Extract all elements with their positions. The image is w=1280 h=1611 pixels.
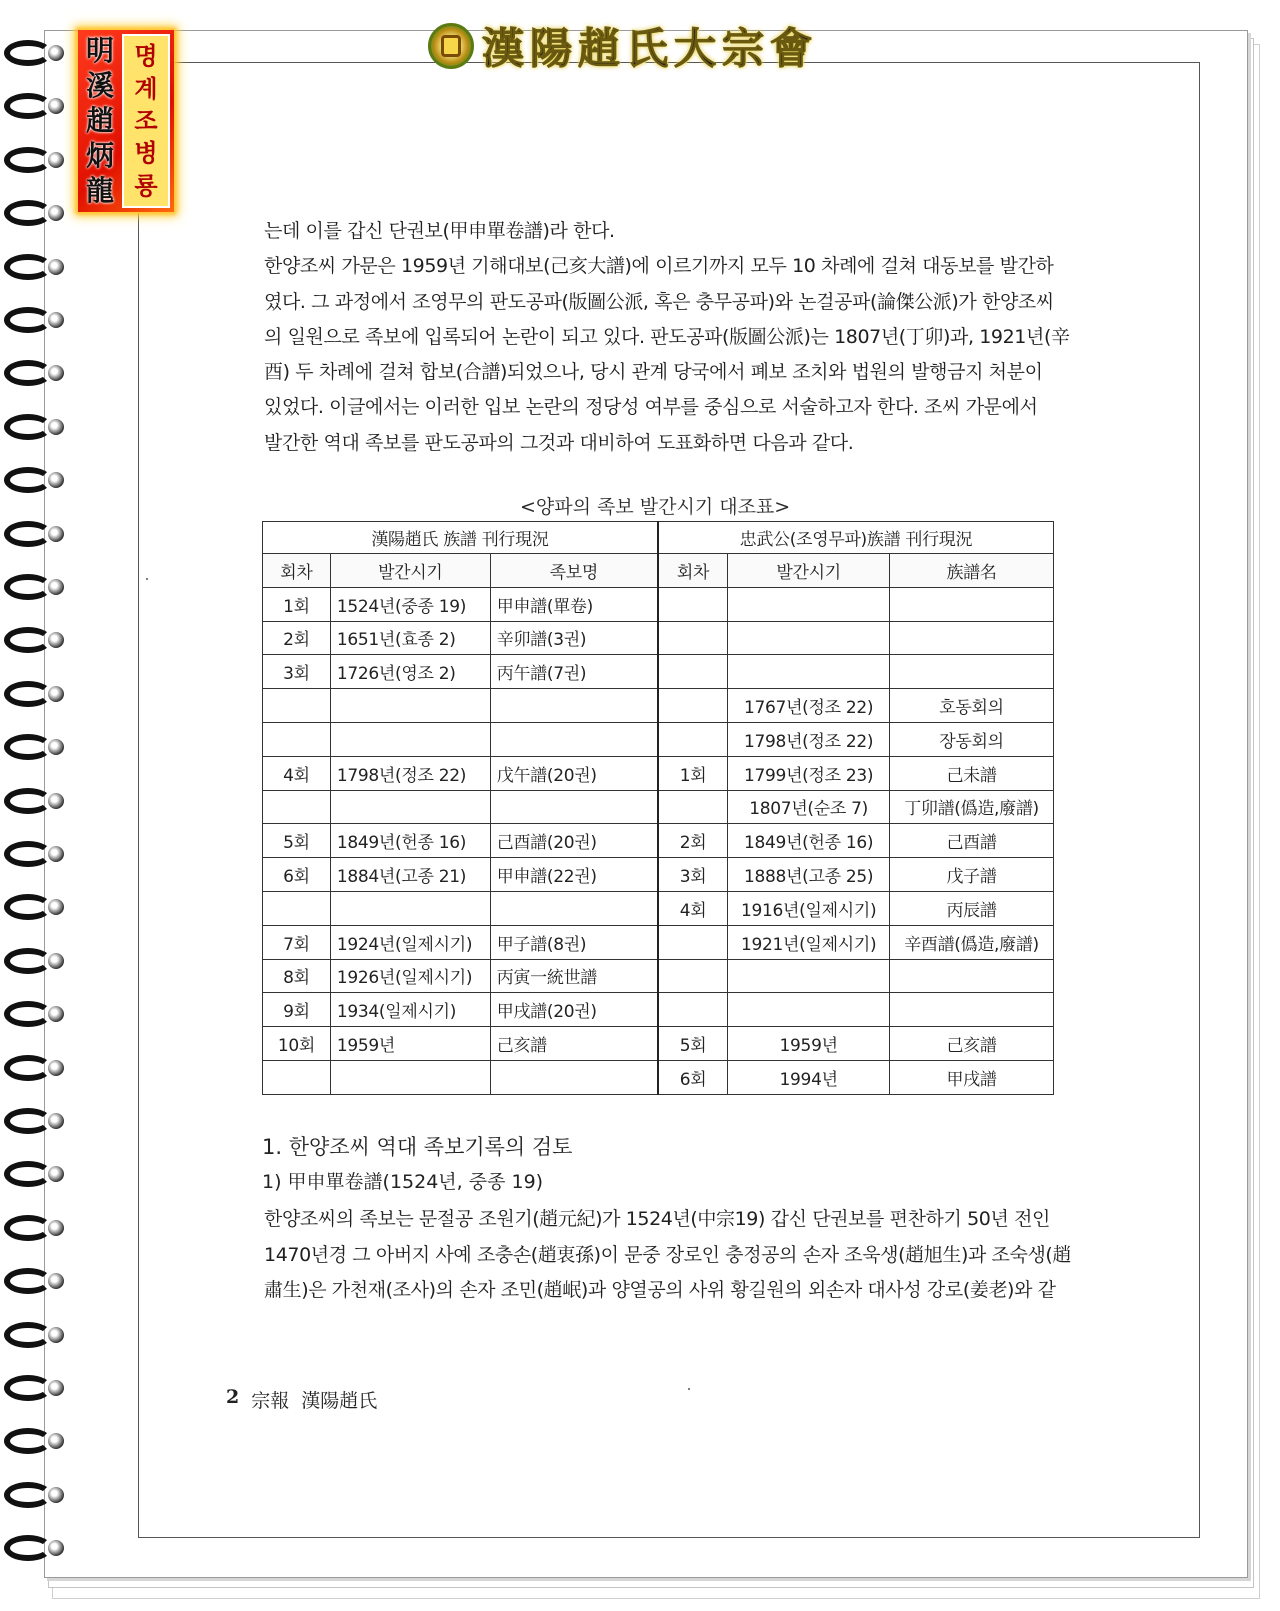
table-cell: 戊子譜 [890, 858, 1054, 892]
ring-loop [4, 93, 52, 119]
ring-hole [48, 1113, 64, 1129]
intro-line: 있었다. 이글에서는 이러한 입보 논란의 정당성 여부를 중심으로 서술하고자 한다. 조씨 가문에서 [264, 396, 1038, 418]
table-cell: 丙寅一統世譜 [490, 959, 658, 993]
table-cell [728, 621, 890, 655]
ring-hole [48, 1273, 64, 1289]
ring-hole [48, 899, 64, 915]
table-cell [490, 891, 658, 925]
binding-ring-icon [4, 788, 70, 816]
table-cell [658, 790, 728, 824]
ring-loop [4, 681, 52, 707]
ring-hole [48, 1487, 64, 1503]
table-cell: 2회 [658, 824, 728, 858]
table-cell [490, 689, 658, 723]
section-subheading: 1) 甲申單卷譜(1524년, 중종 19) [262, 1171, 544, 1193]
table-cell [263, 790, 331, 824]
table-cell [490, 1060, 658, 1094]
name-seal [78, 30, 174, 212]
table-body [263, 587, 1054, 1094]
intro-line: 발간한 역대 족보를 판도공파의 그것과 대비하여 도표화하면 다음과 같다. [264, 432, 854, 454]
ring-loop [4, 1001, 52, 1027]
binding-ring-icon [4, 574, 70, 602]
table-cell: 1524년(중종 19) [330, 587, 490, 621]
binding-ring-icon [4, 521, 70, 549]
ring-hole [48, 1006, 64, 1022]
table-row [263, 655, 1054, 689]
ring-loop [4, 948, 52, 974]
binding-ring-icon [4, 360, 70, 388]
table-row [263, 587, 1054, 621]
ring-loop [4, 574, 52, 600]
table-cell: 甲戌譜(20권) [490, 993, 658, 1027]
column-header: 발간시기 [330, 554, 490, 588]
column-header: 회차 [658, 554, 728, 588]
ring-loop [4, 254, 52, 280]
table-cell: 1798년(정조 22) [728, 722, 890, 756]
table-cell [658, 587, 728, 621]
table-cell: 丁卯譜(僞造,廢譜) [890, 790, 1054, 824]
ring-loop [4, 1108, 52, 1134]
section-line: 肅生)은 가천재(조사)의 손자 조민(趙岷)과 양열공의 사위 황길원의 외손자 대사성 강로(姜老)와 같 [264, 1279, 1056, 1301]
ring-hole [48, 365, 64, 381]
seal-char: 계 [134, 74, 158, 103]
binding-ring-icon [4, 147, 70, 175]
table-cell [263, 891, 331, 925]
table-row [263, 1027, 1054, 1061]
seal-char: 명 [134, 42, 158, 71]
table-cell [330, 790, 490, 824]
ring-loop [4, 1535, 52, 1561]
table-cell: 1849년(헌종 16) [330, 824, 490, 858]
section-line: 한양조씨의 족보는 문절공 조원기(趙元紀)가 1524년(中宗19) 갑신 단권보를 편찬하기 50년 전인 [264, 1208, 1050, 1230]
table-cell: 己亥譜 [890, 1027, 1054, 1061]
binding-ring-icon [4, 1482, 70, 1510]
table-cell: 4회 [658, 891, 728, 925]
binding-ring-icon [4, 734, 70, 762]
table-row [263, 756, 1054, 790]
ring-hole [48, 953, 64, 969]
table-row [263, 1060, 1054, 1094]
ring-hole [48, 1060, 64, 1076]
binding-ring-icon [4, 93, 70, 121]
table-cell [330, 891, 490, 925]
table-cell: 丙辰譜 [890, 891, 1054, 925]
table-cell: 1888년(고종 25) [728, 858, 890, 892]
binding-ring-icon [4, 1535, 70, 1563]
table-cell: 1926년(일제시기) [330, 959, 490, 993]
table-cell: 己亥譜 [490, 1027, 658, 1061]
table-cell [263, 1060, 331, 1094]
ring-hole [48, 152, 64, 168]
binding-ring-icon [4, 1215, 70, 1243]
table-cell: 辛酉譜(僞造,廢譜) [890, 925, 1054, 959]
seal-char: 룡 [134, 171, 158, 200]
binding-ring-icon [4, 627, 70, 655]
table-cell: 1726년(영조 2) [330, 655, 490, 689]
scan-speck [146, 578, 148, 580]
ring-hole [48, 739, 64, 755]
binding-ring-icon [4, 1108, 70, 1136]
table-cell [728, 993, 890, 1027]
ring-hole [48, 1433, 64, 1449]
table-row [263, 858, 1054, 892]
table-cell: 6회 [263, 858, 331, 892]
ring-loop [4, 1322, 52, 1348]
table-cell: 1807년(순조 7) [728, 790, 890, 824]
binding-ring-icon [4, 1375, 70, 1403]
binding-ring-icon [4, 681, 70, 709]
publication-name: 宗報 [251, 1390, 290, 1412]
seal-char: 溪 [85, 69, 114, 103]
column-header: 족보명 [490, 554, 658, 588]
header-banner [428, 16, 818, 76]
binding-ring-icon [4, 894, 70, 922]
table-cell: 호동회의 [890, 689, 1054, 723]
table-row [263, 722, 1054, 756]
table-caption: <양파의 족보 발간시기 대조표> [520, 496, 791, 518]
binding-ring-icon [4, 1268, 70, 1296]
ring-loop [4, 1375, 52, 1401]
table-cell: 5회 [658, 1027, 728, 1061]
table-cell [330, 722, 490, 756]
table-row [263, 824, 1054, 858]
seal-char: 趙 [85, 103, 114, 137]
table-cell [490, 722, 658, 756]
group-header-hanyang: 漢陽趙氏 族譜 刊行現況 [263, 522, 658, 554]
page-footer [226, 1386, 377, 1413]
table-cell: 己未譜 [890, 756, 1054, 790]
table-cell: 1회 [658, 756, 728, 790]
table-cell [658, 655, 728, 689]
ring-loop [4, 1268, 52, 1294]
page-number: 2 [226, 1386, 240, 1408]
table-cell: 6회 [658, 1060, 728, 1094]
binding-ring-icon [4, 307, 70, 335]
table-cell: 8회 [263, 959, 331, 993]
ring-hole [48, 846, 64, 862]
table-cell: 1849년(헌종 16) [728, 824, 890, 858]
clan-name: 漢陽趙氏 [301, 1390, 378, 1412]
seal-char: 明 [85, 34, 114, 68]
table-cell: 甲申譜(單卷) [490, 587, 658, 621]
table-cell: 1651년(효종 2) [330, 621, 490, 655]
table-cell [890, 959, 1054, 993]
binding-ring-icon [4, 467, 70, 495]
spiral-binding [0, 40, 74, 1600]
ring-loop [4, 841, 52, 867]
ring-hole [48, 419, 64, 435]
ring-loop [4, 1482, 52, 1508]
table-cell [263, 722, 331, 756]
table-cell: 1994년 [728, 1060, 890, 1094]
table-cell [330, 1060, 490, 1094]
table-cell: 1884년(고종 21) [330, 858, 490, 892]
table-cell: 1959년 [330, 1027, 490, 1061]
ring-loop [4, 467, 52, 493]
ring-hole [48, 526, 64, 542]
table-row [263, 621, 1054, 655]
ring-loop [4, 1428, 52, 1454]
ring-hole [48, 259, 64, 275]
table-row [263, 993, 1054, 1027]
table-cell: 7회 [263, 925, 331, 959]
table-row [263, 959, 1054, 993]
ring-loop [4, 521, 52, 547]
ring-loop [4, 147, 52, 173]
table-cell: 4회 [263, 756, 331, 790]
ring-hole [48, 1220, 64, 1236]
table-cell: 丙午譜(7권) [490, 655, 658, 689]
table-cell [728, 655, 890, 689]
table-cell [658, 689, 728, 723]
seal-hanja-column [78, 30, 122, 212]
intro-line: 는데 이를 갑신 단권보(甲申單卷譜)라 한다. [264, 220, 615, 242]
binding-ring-icon [4, 948, 70, 976]
table-cell [728, 959, 890, 993]
header-title: 漢陽趙氏大宗會 [482, 24, 819, 73]
ring-hole [48, 98, 64, 114]
intro-line: 酉) 두 차례에 걸쳐 합보(合譜)되었으나, 당시 관계 당국에서 폐보 조치와 법원의 발행금지 처분이 [264, 361, 1043, 383]
table-column-header-row [263, 554, 1054, 588]
ring-hole [48, 1166, 64, 1182]
table-group-header-row [263, 522, 1054, 554]
intro-line: 의 일원으로 족보에 입록되어 논란이 되고 있다. 판도공파(版圖公派)는 1807년(丁卯)과, 1921년(辛 [264, 326, 1070, 348]
ring-hole [48, 1540, 64, 1556]
table-cell: 장동회의 [890, 722, 1054, 756]
table-cell [890, 621, 1054, 655]
table-cell: 甲子譜(8권) [490, 925, 658, 959]
ring-hole [48, 472, 64, 488]
table-cell [658, 925, 728, 959]
table-cell: 5회 [263, 824, 331, 858]
binding-ring-icon [4, 414, 70, 442]
table-cell: 1959년 [728, 1027, 890, 1061]
ring-hole [48, 1327, 64, 1343]
intro-line: 한양조씨 가문은 1959년 기해대보(己亥大譜)에 이르기까지 모두 10 차례에 걸쳐 대동보를 발간하 [264, 255, 1054, 277]
table-cell [330, 689, 490, 723]
ring-loop [4, 414, 52, 440]
group-header-chungmu: 忠武公(조영무파)族譜 刊行現況 [658, 522, 1054, 554]
binding-ring-icon [4, 1428, 70, 1456]
table-cell: 甲戌譜 [890, 1060, 1054, 1094]
binding-ring-icon [4, 40, 70, 68]
table-cell [658, 993, 728, 1027]
table-cell [490, 790, 658, 824]
ring-loop [4, 788, 52, 814]
table-cell: 戊午譜(20권) [490, 756, 658, 790]
table-cell: 1934(일제시기) [330, 993, 490, 1027]
ring-hole [48, 579, 64, 595]
table-cell [263, 689, 331, 723]
table-cell [728, 587, 890, 621]
ring-hole [48, 312, 64, 328]
column-header: 族譜名 [890, 554, 1054, 588]
ring-loop [4, 1055, 52, 1081]
table-cell: 己酉譜 [890, 824, 1054, 858]
table-cell: 1921년(일제시기) [728, 925, 890, 959]
table-cell [890, 993, 1054, 1027]
ring-hole [48, 45, 64, 61]
ring-loop [4, 200, 52, 226]
table-cell: 1924년(일제시기) [330, 925, 490, 959]
seal-char: 龍 [85, 173, 114, 207]
clan-emblem-icon [428, 23, 474, 69]
table-cell: 2회 [263, 621, 331, 655]
table-row [263, 689, 1054, 723]
ring-loop [4, 1215, 52, 1241]
ring-hole [48, 793, 64, 809]
binding-ring-icon [4, 200, 70, 228]
section-line: 1470년경 그 아버지 사예 조충손(趙衷孫)이 문중 장로인 충정공의 손자 조욱생(趙旭生)과 조숙생(趙 [264, 1244, 1072, 1266]
table-cell [658, 621, 728, 655]
binding-ring-icon [4, 841, 70, 869]
genealogy-comparison-table [262, 521, 1054, 1095]
table-cell: 9회 [263, 993, 331, 1027]
table-cell: 1767년(정조 22) [728, 689, 890, 723]
column-header: 발간시기 [728, 554, 890, 588]
ring-hole [48, 1380, 64, 1396]
binding-ring-icon [4, 1055, 70, 1083]
table-cell: 1회 [263, 587, 331, 621]
table-cell: 1916년(일제시기) [728, 891, 890, 925]
ring-loop [4, 40, 52, 66]
table-cell [658, 722, 728, 756]
scan-speck [688, 1388, 690, 1390]
column-header: 회차 [263, 554, 331, 588]
table-cell: 10회 [263, 1027, 331, 1061]
seal-hangul-column [122, 34, 170, 208]
table-row [263, 925, 1054, 959]
table-cell [658, 959, 728, 993]
binding-ring-icon [4, 1001, 70, 1029]
seal-char: 병 [134, 139, 158, 168]
table-cell: 3회 [658, 858, 728, 892]
binding-ring-icon [4, 254, 70, 282]
ring-hole [48, 686, 64, 702]
table-row [263, 790, 1054, 824]
table-cell: 1799년(정조 23) [728, 756, 890, 790]
table-cell: 甲申譜(22권) [490, 858, 658, 892]
ring-loop [4, 307, 52, 333]
ring-loop [4, 360, 52, 386]
table-cell [890, 587, 1054, 621]
table-cell: 1798년(정조 22) [330, 756, 490, 790]
ring-loop [4, 627, 52, 653]
ring-hole [48, 632, 64, 648]
table-cell: 辛卯譜(3권) [490, 621, 658, 655]
ring-loop [4, 894, 52, 920]
section-heading: 1. 한양조씨 역대 족보기록의 검토 [262, 1135, 573, 1159]
intro-line: 였다. 그 과정에서 조영무의 판도공파(版圖公派, 혹은 충무공파)와 논걸공파(論傑公派)가 한양조씨 [264, 291, 1054, 313]
seal-char: 조 [134, 106, 158, 135]
binding-ring-icon [4, 1161, 70, 1189]
ring-hole [48, 205, 64, 221]
table-cell [890, 655, 1054, 689]
table-row [263, 891, 1054, 925]
seal-char: 炳 [85, 138, 114, 172]
ring-loop [4, 1161, 52, 1187]
binding-ring-icon [4, 1322, 70, 1350]
ring-loop [4, 734, 52, 760]
table-cell: 3회 [263, 655, 331, 689]
table-cell: 己酉譜(20권) [490, 824, 658, 858]
